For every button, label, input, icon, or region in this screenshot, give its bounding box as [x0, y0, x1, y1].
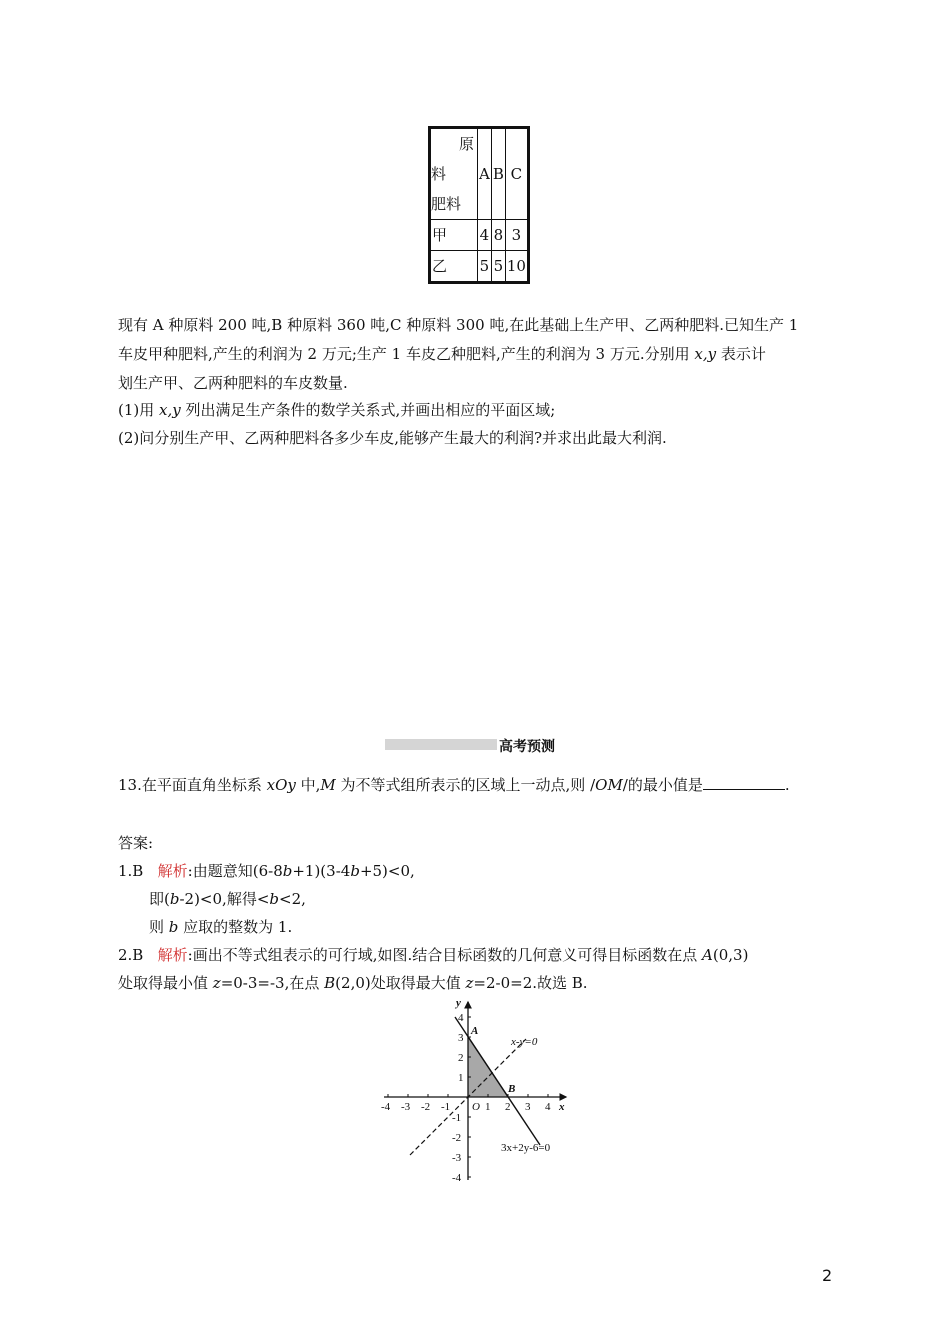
question-13 [118, 771, 790, 800]
text: 即( [149, 890, 170, 908]
problem-line-3: 划生产甲、乙两种肥料的车皮数量. [118, 374, 348, 392]
text: (1)用 [118, 401, 160, 419]
text: 处取得最小值 [118, 974, 213, 992]
text: 应取的整数为 1. [178, 918, 293, 936]
table-row [430, 251, 529, 283]
point-b-label: B [508, 1083, 516, 1095]
y-tick-label: -1 [452, 1112, 462, 1124]
feasible-region-figure [378, 996, 578, 1186]
problem-line-2 [118, 340, 766, 369]
text: 车皮甲种肥料,产生的利润为 2 万元;生产 1 车皮乙种肥料,产生的利润为 3 万元.分别用 [118, 345, 695, 363]
text: 中, [295, 776, 321, 794]
x-tick-label: -2 [421, 1101, 431, 1113]
text: (0,3) [712, 946, 749, 964]
cell: 5 [478, 251, 492, 283]
answer-blank [703, 773, 785, 790]
text: . [784, 776, 790, 794]
answer-1-line-3 [149, 913, 292, 942]
section-bar [385, 739, 497, 750]
text: +1)(3-4 [292, 862, 351, 880]
row-name: 乙 [430, 251, 478, 283]
analysis-label: 解析 [157, 862, 188, 880]
text: /的最小值是 [622, 776, 703, 794]
x-tick-label: -4 [381, 1101, 391, 1113]
question-1 [118, 396, 555, 425]
answer-2-line-2 [118, 969, 588, 998]
variable: b [350, 862, 360, 880]
material-table [428, 126, 530, 284]
x-tick-label: 1 [485, 1101, 491, 1113]
variable: b [282, 862, 293, 880]
answer-number: 1.B [118, 862, 144, 880]
y-axis-label: y [456, 997, 461, 1009]
text: (2,0)处取得最大值 [335, 974, 466, 992]
text: <2, [279, 890, 306, 908]
cell: 4 [478, 220, 492, 251]
text: 列出满足生产条件的数学关系式,并画出相应的平面区域; [180, 401, 556, 419]
y-tick-label: -3 [452, 1152, 462, 1164]
y-tick-label: 2 [458, 1052, 464, 1064]
y-tick-label: 3 [458, 1032, 464, 1044]
variable: OM [595, 776, 623, 794]
variable: x,y [159, 401, 181, 419]
text: :由题意知(6-8 [187, 862, 283, 880]
x-axis-label: x [559, 1101, 565, 1113]
text: 13.在平面直角坐标系 [118, 776, 267, 794]
problem-line-1: 现有 A 种原料 200 吨,B 种原料 360 吨,C 种原料 300 吨,在此基础上生产甲、乙两种肥料.已知生产 1 [118, 316, 799, 334]
col-header-c: C [505, 128, 528, 220]
variable: x,y [694, 345, 717, 363]
cell: 8 [491, 220, 505, 251]
line-3x2y-label: 3x+2y-6=0 [501, 1142, 551, 1154]
col-header-a: A [478, 128, 492, 220]
text: =0-3=-3,在点 [220, 974, 325, 992]
answer-number: 2.B [118, 946, 144, 964]
answer-2-line-1 [118, 941, 748, 970]
answer-1-line-2 [149, 885, 306, 914]
analysis-label: 解析 [157, 946, 188, 964]
x-tick-label: 3 [525, 1101, 531, 1113]
col-header-b: B [491, 128, 505, 220]
x-tick-label: 4 [545, 1101, 551, 1113]
x-tick-label: -3 [401, 1101, 411, 1113]
section-title: 高考预测 [499, 739, 555, 755]
point-a-label: A [471, 1025, 479, 1037]
question-2: (2)问分别生产甲、乙两种肥料各多少车皮,能够产生最大的利润?并求出此最大利润. [118, 429, 667, 447]
header-raw-label-2: 料 [431, 165, 447, 183]
variable: b [168, 918, 179, 936]
answers-heading: 答案: [118, 834, 154, 852]
x-tick-label: 2 [505, 1101, 511, 1113]
variable: A [702, 946, 713, 964]
table-header-cell [430, 128, 478, 220]
table-row [430, 220, 529, 251]
y-tick-label: -2 [452, 1132, 462, 1144]
text: 为不等式组所表示的区域上一动点,则 / [335, 776, 596, 794]
text: -2)<0,解得< [179, 890, 270, 908]
text: 表示计 [716, 345, 766, 363]
variable: b [169, 890, 180, 908]
variable: z [465, 974, 474, 992]
line-x-y-label: x-y=0 [511, 1036, 538, 1048]
row-name: 甲 [430, 220, 478, 251]
text: +5)<0, [359, 862, 415, 880]
cell: 10 [505, 251, 528, 283]
answer-1-line-1 [118, 857, 415, 886]
page-number: 2 [822, 1266, 833, 1285]
text: :画出不等式组表示的可行域,如图.结合目标函数的几何意义可得目标函数在点 [187, 946, 703, 964]
y-tick-label: -4 [452, 1172, 462, 1184]
x-tick-label: -1 [441, 1101, 451, 1113]
cell: 5 [491, 251, 505, 283]
variable: b [269, 890, 279, 908]
text: =2-0=2.故选 B. [473, 974, 588, 992]
variable: B [324, 974, 336, 992]
text: 则 [149, 918, 169, 936]
variable: M [320, 776, 336, 794]
variable: z [212, 974, 221, 992]
cell: 3 [505, 220, 528, 251]
y-tick-label: 4 [458, 1012, 464, 1024]
header-raw-label: 原 [458, 135, 474, 153]
y-tick-label: 1 [458, 1072, 464, 1084]
header-fertilizer-label: 肥料 [431, 195, 462, 213]
origin-label: O [472, 1101, 480, 1113]
variable: xOy [266, 776, 296, 794]
